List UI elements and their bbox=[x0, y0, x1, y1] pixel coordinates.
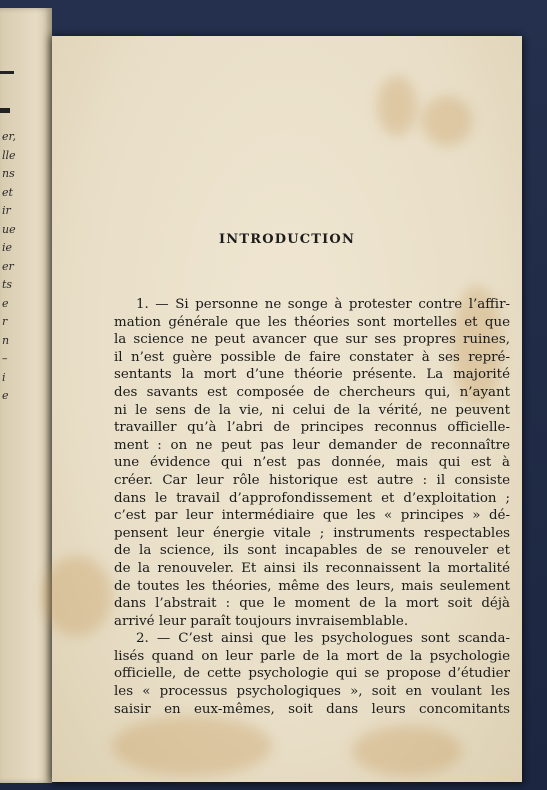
page-heading: INTRODUCTION bbox=[218, 232, 356, 247]
left-glyph: er, bbox=[2, 130, 17, 143]
text-line: dans l’abstrait : que le moment de la mort soit déjà bbox=[114, 596, 510, 612]
foxing-stain bbox=[422, 96, 472, 146]
left-glyph: lle bbox=[2, 148, 16, 162]
left-glyph: er bbox=[2, 259, 14, 273]
text-line: les « processus psychologiques », soit en voulant les bbox=[114, 684, 510, 700]
text-line: 1. — Si personne ne songe à protester contre l’affir- bbox=[136, 297, 510, 312]
book-page bbox=[52, 36, 522, 782]
text-line: de la renouveler. Et ainsi ils reconnaissent la mortalité bbox=[114, 560, 510, 576]
text-line: de la science, ils sont incapables de se renouveler et bbox=[114, 543, 510, 559]
text-line: mation générale que les théories sont mortelles et que bbox=[114, 314, 510, 330]
left-page-rule bbox=[0, 71, 14, 74]
text-line: c’est par leur intermédiaire que les « principes » dé- bbox=[114, 508, 510, 524]
foxing-stain bbox=[42, 556, 112, 636]
text-line: des savants est composée de chercheurs qui, n’ayant bbox=[114, 384, 510, 400]
text-line: il n’est guère possible de faire constater à ses repré- bbox=[114, 349, 510, 365]
text-line: la science ne peut avancer que sur ses propres ruines, bbox=[114, 332, 510, 348]
text-line: créer. Car leur rôle historique est autre : il consiste bbox=[114, 472, 510, 488]
left-glyph: ue bbox=[2, 222, 16, 236]
text-line: ment : on ne peut pas leur demander de reconnaître bbox=[114, 437, 510, 453]
left-glyph: ie bbox=[2, 241, 13, 254]
left-glyph: e bbox=[2, 296, 9, 310]
left-page-rule-2 bbox=[0, 108, 10, 113]
text-line: officielle, de cette psychologie qui se propose d’étudier bbox=[114, 666, 510, 682]
left-glyph: – bbox=[2, 352, 8, 365]
left-glyph: n bbox=[2, 333, 10, 347]
left-glyph: e bbox=[2, 389, 9, 402]
body-text bbox=[114, 296, 510, 718]
text-line: travailler qu’à l’abri de principes reconnus officielle- bbox=[114, 420, 510, 436]
text-line: saisir en eux-mêmes, soit dans leurs concomitants bbox=[114, 701, 510, 717]
left-page-text-fragments bbox=[2, 128, 22, 406]
text-line: sentants la mort d’une théorie présente. La majorité bbox=[114, 367, 510, 383]
left-page-edge bbox=[0, 8, 52, 783]
left-glyph: ts bbox=[2, 278, 13, 291]
text-line: ni le sens de la vie, ni celui de la vérité, ne peuvent bbox=[114, 402, 510, 418]
text-line: arrivé leur paraît toujours invraisemblable. bbox=[114, 613, 409, 629]
text-line: de toutes les théories, même des leurs, mais seulement bbox=[114, 578, 510, 594]
left-glyph: ir bbox=[2, 204, 11, 217]
left-glyph: r bbox=[2, 315, 8, 328]
foxing-stain bbox=[377, 76, 417, 136]
foxing-stain bbox=[112, 716, 272, 776]
foxing-stain bbox=[352, 726, 462, 776]
text-line: pensent leur énergie vitale ; instruments respectables bbox=[114, 525, 510, 541]
text-line: lisés quand on leur parle de la mort de la psychologie bbox=[114, 648, 510, 664]
left-glyph: et bbox=[2, 185, 13, 199]
left-glyph: ns bbox=[2, 167, 15, 180]
left-glyph: i bbox=[2, 370, 6, 384]
text-line: une évidence qui n’est pas donnée, mais qui est à bbox=[114, 455, 510, 471]
text-line: 2. — C’est ainsi que les psychologues sont scanda- bbox=[136, 631, 510, 647]
text-line: dans le travail d’approfondissement et d’exploitation ; bbox=[114, 490, 510, 506]
